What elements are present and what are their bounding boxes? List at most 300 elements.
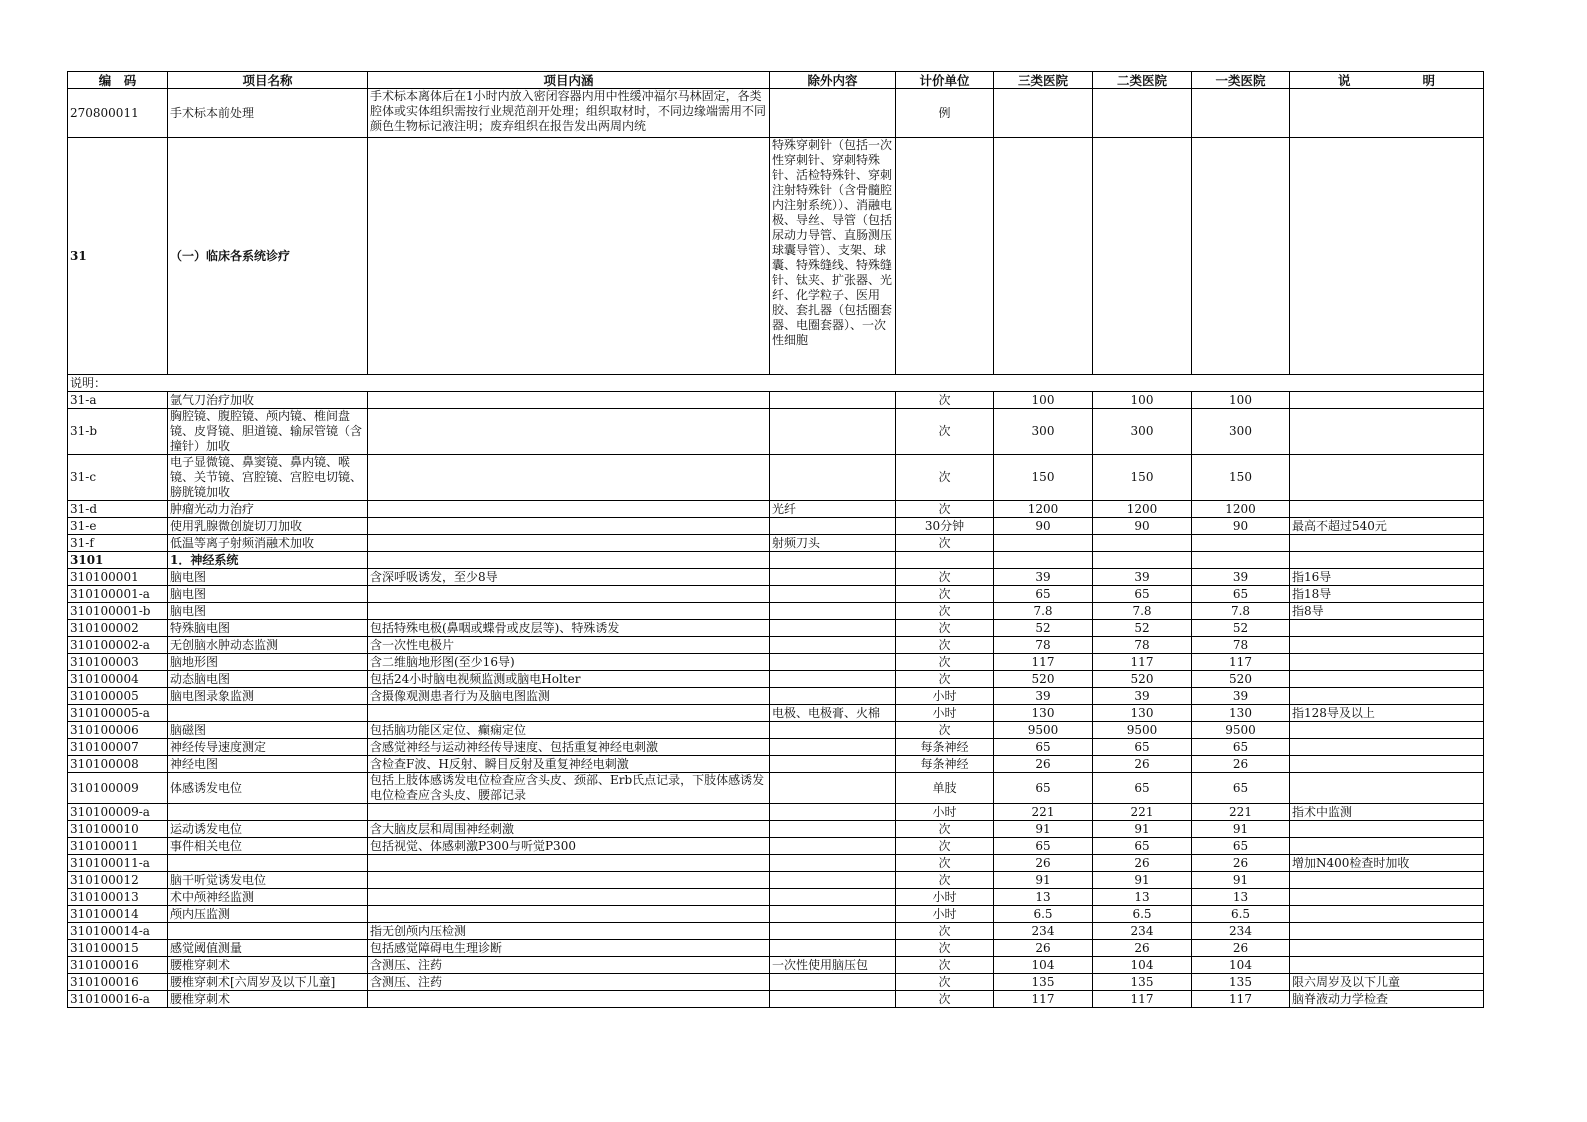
cell-explain xyxy=(1290,821,1484,838)
cell-explain: 指8导 xyxy=(1290,603,1484,620)
cell-class2-price: 13 xyxy=(1093,889,1192,906)
table-row xyxy=(68,923,1484,940)
cell-exclude xyxy=(770,722,896,739)
cell-class1-price: 221 xyxy=(1192,804,1290,821)
cell-code: 310100001-b xyxy=(68,603,168,620)
cell-unit: 次 xyxy=(896,409,994,455)
cell-exclude xyxy=(770,392,896,409)
cell-exclude xyxy=(770,552,896,569)
header-name: 项目名称 xyxy=(168,72,368,89)
cell-name: 脑电图 xyxy=(168,586,368,603)
cell-class3-price: 104 xyxy=(994,957,1093,974)
cell-name: 肿瘤光动力治疗 xyxy=(168,501,368,518)
cell-class1-price xyxy=(1192,89,1290,138)
cell-explain xyxy=(1290,739,1484,756)
header-class3-hospital: 三类医院 xyxy=(994,72,1093,89)
cell-explain xyxy=(1290,957,1484,974)
cell-name: 低温等离子射频消融术加收 xyxy=(168,535,368,552)
header-content: 项目内涵 xyxy=(368,72,770,89)
cell-class2-price: 9500 xyxy=(1093,722,1192,739)
cell-name xyxy=(168,923,368,940)
cell-class1-price: 65 xyxy=(1192,739,1290,756)
cell-class1-price: 26 xyxy=(1192,855,1290,872)
cell-class1-price xyxy=(1192,138,1290,375)
cell-unit: 次 xyxy=(896,991,994,1008)
table-row xyxy=(68,603,1484,620)
cell-name: 手术标本前处理 xyxy=(168,89,368,138)
cell-class1-price: 117 xyxy=(1192,991,1290,1008)
cell-exclude xyxy=(770,838,896,855)
cell-class3-price: 78 xyxy=(994,637,1093,654)
cell-class3-price: 100 xyxy=(994,392,1093,409)
cell-explain xyxy=(1290,654,1484,671)
cell-code: 31-f xyxy=(68,535,168,552)
cell-class2-price: 78 xyxy=(1093,637,1192,654)
cell-unit: 次 xyxy=(896,722,994,739)
cell-explain xyxy=(1290,392,1484,409)
cell-class2-price: 90 xyxy=(1093,518,1192,535)
cell-unit: 单肢 xyxy=(896,773,994,804)
cell-content: 包括感觉障碍电生理诊断 xyxy=(368,940,770,957)
cell-code: 310100002-a xyxy=(68,637,168,654)
header-unit: 计价单位 xyxy=(896,72,994,89)
table-row xyxy=(68,620,1484,637)
cell-name: 动态脑电图 xyxy=(168,671,368,688)
cell-exclude: 射频刀头 xyxy=(770,535,896,552)
cell-content: 包括视觉、体感刺激P300与听觉P300 xyxy=(368,838,770,855)
note-label: 说明： xyxy=(68,375,1484,392)
cell-exclude xyxy=(770,671,896,688)
cell-class1-price: 39 xyxy=(1192,688,1290,705)
cell-name xyxy=(168,705,368,722)
header-explain: 说明 xyxy=(1290,72,1484,89)
cell-exclude xyxy=(770,620,896,637)
cell-code: 310100013 xyxy=(68,889,168,906)
cell-class1-price: 52 xyxy=(1192,620,1290,637)
cell-exclude xyxy=(770,974,896,991)
cell-code: 31 xyxy=(68,138,168,375)
cell-code: 31-b xyxy=(68,409,168,455)
table-row xyxy=(68,518,1484,535)
cell-name: 脑磁图 xyxy=(168,722,368,739)
cell-name: 运动诱发电位 xyxy=(168,821,368,838)
cell-content: 含一次性电极片 xyxy=(368,637,770,654)
cell-exclude xyxy=(770,855,896,872)
table-row xyxy=(68,409,1484,455)
table-row xyxy=(68,569,1484,586)
cell-exclude xyxy=(770,518,896,535)
cell-exclude xyxy=(770,637,896,654)
cell-unit: 次 xyxy=(896,501,994,518)
cell-class2-price: 117 xyxy=(1093,991,1192,1008)
cell-explain: 最高不超过540元 xyxy=(1290,518,1484,535)
cell-name: 感觉阈值测量 xyxy=(168,940,368,957)
cell-explain: 指术中监测 xyxy=(1290,804,1484,821)
table-row xyxy=(68,688,1484,705)
cell-content: 包括24小时脑电视频监测或脑电Holter xyxy=(368,671,770,688)
cell-class3-price: 13 xyxy=(994,889,1093,906)
cell-class3-price: 65 xyxy=(994,838,1093,855)
cell-class1-price: 100 xyxy=(1192,392,1290,409)
cell-class1-price: 520 xyxy=(1192,671,1290,688)
cell-class2-price xyxy=(1093,552,1192,569)
cell-name: 1．神经系统 xyxy=(168,552,368,569)
cell-class3-price: 65 xyxy=(994,586,1093,603)
cell-content xyxy=(368,535,770,552)
cell-code: 310100015 xyxy=(68,940,168,957)
cell-name: 脑电图 xyxy=(168,569,368,586)
cell-class3-price xyxy=(994,89,1093,138)
cell-class3-price xyxy=(994,138,1093,375)
cell-code: 310100006 xyxy=(68,722,168,739)
cell-class3-price: 135 xyxy=(994,974,1093,991)
cell-name: 腰椎穿刺术 xyxy=(168,957,368,974)
cell-class2-price: 100 xyxy=(1093,392,1192,409)
cell-exclude xyxy=(770,739,896,756)
cell-code: 310100002 xyxy=(68,620,168,637)
table-row xyxy=(68,889,1484,906)
cell-content: 含摄像观测患者行为及脑电图监测 xyxy=(368,688,770,705)
cell-class1-price xyxy=(1192,552,1290,569)
cell-code: 310100001-a xyxy=(68,586,168,603)
fee-schedule-table xyxy=(67,71,1484,1008)
table-row xyxy=(68,671,1484,688)
cell-content: 包括特殊电极(鼻咽或蝶骨或皮层等)、特殊诱发 xyxy=(368,620,770,637)
table-row xyxy=(68,455,1484,501)
cell-name: 脑地形图 xyxy=(168,654,368,671)
cell-name: 脑干听觉诱发电位 xyxy=(168,872,368,889)
table-row xyxy=(68,535,1484,552)
cell-exclude: 一次性使用脑压包 xyxy=(770,957,896,974)
cell-content: 含大脑皮层和周围神经刺激 xyxy=(368,821,770,838)
cell-class2-price: 26 xyxy=(1093,940,1192,957)
cell-exclude xyxy=(770,688,896,705)
cell-content xyxy=(368,889,770,906)
cell-explain: 限六周岁及以下儿童 xyxy=(1290,974,1484,991)
table-row xyxy=(68,739,1484,756)
cell-unit: 每条神经 xyxy=(896,739,994,756)
cell-class2-price: 65 xyxy=(1093,838,1192,855)
cell-code: 310100004 xyxy=(68,671,168,688)
cell-class1-price: 1200 xyxy=(1192,501,1290,518)
cell-exclude xyxy=(770,940,896,957)
cell-unit: 次 xyxy=(896,637,994,654)
cell-code: 310100016-a xyxy=(68,991,168,1008)
cell-unit: 次 xyxy=(896,392,994,409)
cell-class3-price: 234 xyxy=(994,923,1093,940)
header-class1-hospital: 一类医院 xyxy=(1192,72,1290,89)
cell-explain xyxy=(1290,889,1484,906)
cell-class2-price: 104 xyxy=(1093,957,1192,974)
cell-code: 310100007 xyxy=(68,739,168,756)
cell-unit: 小时 xyxy=(896,906,994,923)
section-row xyxy=(68,138,1484,375)
cell-code: 31-e xyxy=(68,518,168,535)
cell-class3-price: 39 xyxy=(994,569,1093,586)
cell-exclude xyxy=(770,991,896,1008)
cell-class2-price: 117 xyxy=(1093,654,1192,671)
cell-explain: 指18导 xyxy=(1290,586,1484,603)
cell-class1-price: 150 xyxy=(1192,455,1290,501)
cell-class3-price: 26 xyxy=(994,756,1093,773)
cell-class3-price: 7.8 xyxy=(994,603,1093,620)
table-row xyxy=(68,991,1484,1008)
cell-class3-price xyxy=(994,535,1093,552)
cell-explain xyxy=(1290,688,1484,705)
header-exclude: 除外内容 xyxy=(770,72,896,89)
table-row xyxy=(68,705,1484,722)
table-row xyxy=(68,654,1484,671)
cell-content: 包括脑功能区定位、癫痫定位 xyxy=(368,722,770,739)
cell-class3-price: 65 xyxy=(994,739,1093,756)
cell-class2-price: 221 xyxy=(1093,804,1192,821)
cell-unit: 小时 xyxy=(896,705,994,722)
cell-explain xyxy=(1290,535,1484,552)
cell-name: （一）临床各系统诊疗 xyxy=(168,138,368,375)
cell-class1-price: 78 xyxy=(1192,637,1290,654)
cell-content xyxy=(368,138,770,375)
cell-name: 特殊脑电图 xyxy=(168,620,368,637)
cell-explain xyxy=(1290,773,1484,804)
cell-unit xyxy=(896,552,994,569)
cell-unit: 小时 xyxy=(896,688,994,705)
cell-class1-price: 26 xyxy=(1192,940,1290,957)
cell-name: 体感诱发电位 xyxy=(168,773,368,804)
cell-content xyxy=(368,872,770,889)
table-row xyxy=(68,392,1484,409)
cell-content-text: 手术标本离体后在1小时内放入密闭容器内用中性缓冲福尔马林固定，各类腔体或实体组织需按行业规范剖开处理；组织取材时，不同边缘端需用不同颜色生物标记液注明；废弃组织在报告发出两周内统 xyxy=(370,89,767,133)
cell-name: 使用乳腺微创旋切刀加收 xyxy=(168,518,368,535)
cell-class2-price: 1200 xyxy=(1093,501,1192,518)
cell-code: 310100008 xyxy=(68,756,168,773)
cell-exclude xyxy=(770,89,896,138)
cell-class3-price: 65 xyxy=(994,773,1093,804)
cell-class1-price: 39 xyxy=(1192,569,1290,586)
cell-class3-price: 150 xyxy=(994,455,1093,501)
cell-code: 3101 xyxy=(68,552,168,569)
cell-class3-price: 26 xyxy=(994,855,1093,872)
cell-exclude: 电极、电极膏、火棉 xyxy=(770,705,896,722)
cell-code: 310100009-a xyxy=(68,804,168,821)
cell-explain xyxy=(1290,552,1484,569)
cell-content xyxy=(368,518,770,535)
cell-name: 电子显微镜、鼻窦镜、鼻内镜、喉镜、关节镜、宫腔镜、宫腔电切镜、膀胱镜加收 xyxy=(168,455,368,501)
cell-unit: 次 xyxy=(896,872,994,889)
cell-code: 31-d xyxy=(68,501,168,518)
cell-exclude xyxy=(770,872,896,889)
table-row xyxy=(68,773,1484,804)
cell-class2-price xyxy=(1093,138,1192,375)
table-row xyxy=(68,804,1484,821)
cell-class2-price: 150 xyxy=(1093,455,1192,501)
cell-class2-price: 26 xyxy=(1093,756,1192,773)
cell-unit xyxy=(896,138,994,375)
cell-name: 氩气刀治疗加收 xyxy=(168,392,368,409)
cell-class2-price xyxy=(1093,89,1192,138)
table-row xyxy=(68,501,1484,518)
cell-class1-price: 7.8 xyxy=(1192,603,1290,620)
table-row xyxy=(68,722,1484,739)
cell-name xyxy=(168,855,368,872)
cell-class3-price: 90 xyxy=(994,518,1093,535)
cell-code: 310100011-a xyxy=(68,855,168,872)
cell-unit: 例 xyxy=(896,89,994,138)
cell-exclude xyxy=(770,906,896,923)
cell-exclude xyxy=(770,455,896,501)
cell-name: 颅内压监测 xyxy=(168,906,368,923)
cell-exclude xyxy=(770,409,896,455)
cell-explain xyxy=(1290,89,1484,138)
table-row xyxy=(68,586,1484,603)
cell-content xyxy=(368,586,770,603)
cell-exclude: 光纤 xyxy=(770,501,896,518)
cell-class1-price: 91 xyxy=(1192,821,1290,838)
cell-explain xyxy=(1290,838,1484,855)
cell-unit: 次 xyxy=(896,855,994,872)
cell-exclude xyxy=(770,821,896,838)
table-row xyxy=(68,906,1484,923)
cell-explain xyxy=(1290,940,1484,957)
cell-class3-price: 117 xyxy=(994,991,1093,1008)
cell-code: 270800011 xyxy=(68,89,168,138)
cell-exclude xyxy=(770,773,896,804)
cell-name: 神经传导速度测定 xyxy=(168,739,368,756)
cell-class2-price: 91 xyxy=(1093,872,1192,889)
cell-unit: 小时 xyxy=(896,889,994,906)
cell-content: 含二维脑地形图(至少16导) xyxy=(368,654,770,671)
table-row xyxy=(68,756,1484,773)
cell-unit: 次 xyxy=(896,957,994,974)
cell-content xyxy=(368,409,770,455)
cell-explain xyxy=(1290,722,1484,739)
cell-exclude xyxy=(770,923,896,940)
cell-exclude xyxy=(770,586,896,603)
cell-content xyxy=(368,804,770,821)
cell-class2-price: 65 xyxy=(1093,773,1192,804)
cell-class1-price: 65 xyxy=(1192,838,1290,855)
cell-class1-price: 65 xyxy=(1192,773,1290,804)
cell-code: 310100005 xyxy=(68,688,168,705)
cell-code: 310100014 xyxy=(68,906,168,923)
cell-class3-price: 221 xyxy=(994,804,1093,821)
cell-class1-price: 90 xyxy=(1192,518,1290,535)
cell-unit: 次 xyxy=(896,821,994,838)
cell-code: 310100014-a xyxy=(68,923,168,940)
cell-class2-price: 6.5 xyxy=(1093,906,1192,923)
cell-name: 腰椎穿刺术[六周岁及以下儿童] xyxy=(168,974,368,991)
cell-unit: 每条神经 xyxy=(896,756,994,773)
cell-class1-price xyxy=(1192,535,1290,552)
table-row xyxy=(68,872,1484,889)
cell-content xyxy=(368,855,770,872)
cell-unit: 次 xyxy=(896,923,994,940)
cell-unit: 30分钟 xyxy=(896,518,994,535)
cell-unit: 次 xyxy=(896,974,994,991)
cell-class1-price: 135 xyxy=(1192,974,1290,991)
cell-class3-price: 117 xyxy=(994,654,1093,671)
note-row xyxy=(68,375,1484,392)
cell-code: 310100012 xyxy=(68,872,168,889)
cell-name xyxy=(168,804,368,821)
cell-content: 含测压、注药 xyxy=(368,974,770,991)
cell-class3-price: 520 xyxy=(994,671,1093,688)
cell-content xyxy=(368,603,770,620)
cell-explain xyxy=(1290,756,1484,773)
cell-class2-price: 234 xyxy=(1093,923,1192,940)
cell-class2-price: 7.8 xyxy=(1093,603,1192,620)
cell-unit: 小时 xyxy=(896,804,994,821)
cell-exclude xyxy=(770,756,896,773)
cell-content xyxy=(368,705,770,722)
cell-explain xyxy=(1290,872,1484,889)
cell-exclude xyxy=(770,889,896,906)
cell-content: 指无创颅内压检测 xyxy=(368,923,770,940)
cell-exclude-text: 特殊穿刺针（包括一次性穿刺针、穿刺特殊针、活检特殊针、穿刺注射特殊针（含骨髓腔内注射系统））、消融电极、导丝、导管（包括尿动力导管、直肠测压球囊导管）、支架、球囊、特殊缝线、特殊缝针、钛夹、扩张器、光纤、化学粒子、医用胶、套扎器（包括圈套器、电圈套器）、一次性细胞 xyxy=(772,138,893,347)
cell-explain xyxy=(1290,501,1484,518)
cell-name: 胸腔镜、腹腔镜、颅内镜、椎间盘镜、皮肾镜、胆道镜、输尿管镜（含撞针）加收 xyxy=(168,409,368,455)
cell-code: 31-c xyxy=(68,455,168,501)
cell-code: 31-a xyxy=(68,392,168,409)
table-row xyxy=(68,940,1484,957)
cell-exclude xyxy=(770,654,896,671)
cell-class2-price: 135 xyxy=(1093,974,1192,991)
table-row xyxy=(68,855,1484,872)
cell-unit: 次 xyxy=(896,455,994,501)
cell-class2-price: 130 xyxy=(1093,705,1192,722)
table-row xyxy=(68,552,1484,569)
cell-class1-price: 91 xyxy=(1192,872,1290,889)
cell-unit: 次 xyxy=(896,535,994,552)
cell-class2-price: 65 xyxy=(1093,586,1192,603)
cell-explain: 指16导 xyxy=(1290,569,1484,586)
cell-code: 310100009 xyxy=(68,773,168,804)
table-row xyxy=(68,957,1484,974)
cell-explain xyxy=(1290,671,1484,688)
cell-name: 腰椎穿刺术 xyxy=(168,991,368,1008)
cell-explain: 增加N400检查时加收 xyxy=(1290,855,1484,872)
cell-class3-price: 39 xyxy=(994,688,1093,705)
cell-content: 含深呼吸诱发，至少8导 xyxy=(368,569,770,586)
cell-class1-price: 234 xyxy=(1192,923,1290,940)
table-row xyxy=(68,974,1484,991)
cell-class1-price: 65 xyxy=(1192,586,1290,603)
cell-class2-price: 39 xyxy=(1093,569,1192,586)
cell-explain xyxy=(1290,923,1484,940)
cell-unit: 次 xyxy=(896,654,994,671)
cell-class2-price: 300 xyxy=(1093,409,1192,455)
cell-explain: 指128导及以上 xyxy=(1290,705,1484,722)
cell-code: 310100003 xyxy=(68,654,168,671)
cell-explain xyxy=(1290,138,1484,375)
cell-class1-price: 130 xyxy=(1192,705,1290,722)
cell-class1-price: 117 xyxy=(1192,654,1290,671)
cell-content xyxy=(368,991,770,1008)
cell-class3-price: 91 xyxy=(994,872,1093,889)
cell-content: 含感觉神经与运动神经传导速度、包括重复神经电刺激 xyxy=(368,739,770,756)
cell-explain xyxy=(1290,455,1484,501)
cell-content xyxy=(368,455,770,501)
cell-explain: 脑脊液动力学检查 xyxy=(1290,991,1484,1008)
cell-class1-price: 6.5 xyxy=(1192,906,1290,923)
cell-exclude xyxy=(770,603,896,620)
cell-unit: 次 xyxy=(896,586,994,603)
cell-code: 310100010 xyxy=(68,821,168,838)
cell-name: 神经电图 xyxy=(168,756,368,773)
cell-unit: 次 xyxy=(896,671,994,688)
cell-content xyxy=(368,552,770,569)
cell-class1-price: 13 xyxy=(1192,889,1290,906)
cell-unit: 次 xyxy=(896,603,994,620)
